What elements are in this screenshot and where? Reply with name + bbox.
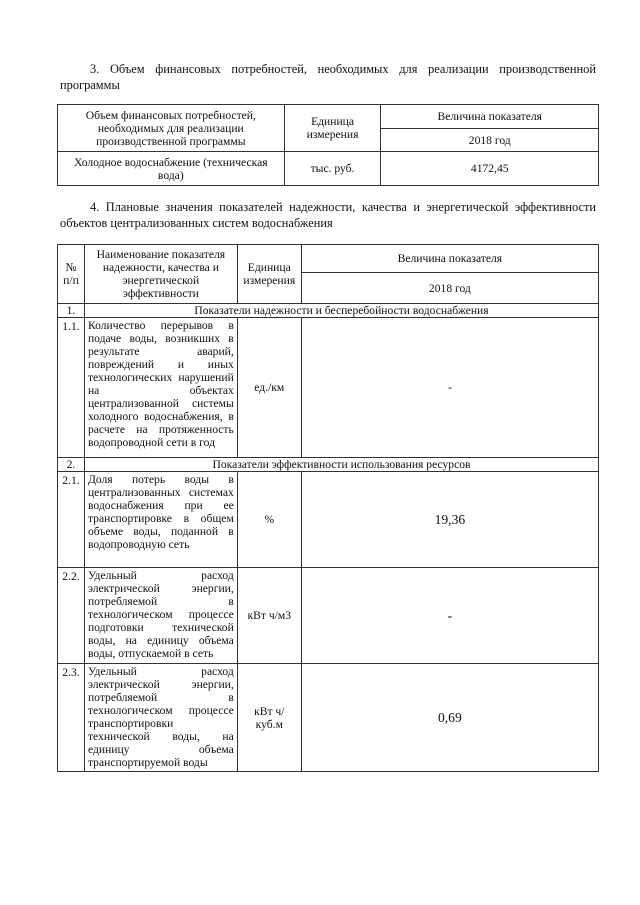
indicators-header-name: Наименование показателя надежности, качества и энергетической эффективности	[84, 245, 237, 304]
financial-table-row-name: Холодное водоснабжение (техническая вода)	[58, 152, 285, 186]
section-4-heading	[60, 200, 596, 231]
group-2-title: Показатели эффективности использования ресурсов	[84, 458, 598, 472]
financial-table-row-value: 4172,45	[381, 152, 599, 186]
table-row	[58, 318, 599, 458]
table-row	[58, 472, 599, 568]
row-2-1-value: 19,36	[301, 472, 598, 568]
row-2-2-name: Удельный расход электрической энергии, потребляемой в технологическом процессе подготовки технической воды, на единицу объема воды, отпускаемой в сеть	[84, 568, 237, 664]
row-2-3-num: 2.3.	[58, 664, 85, 772]
row-2-2-num: 2.2.	[58, 568, 85, 664]
indicators-header-value: Величина показателя	[301, 245, 598, 273]
financial-table-header-value: Величина показателя	[381, 105, 599, 129]
section-3-heading	[60, 62, 596, 93]
section-3-heading-text: 3. Объем финансовых потребностей, необходимых для реализации производственной программы	[60, 62, 596, 92]
group-row-2	[58, 458, 599, 472]
indicators-header-year: 2018 год	[301, 273, 598, 304]
group-1-title: Показатели надежности и бесперебойности водоснабжения	[84, 304, 598, 318]
financial-table-header-name: Объем финансовых потребностей, необходимых для реализации производственной программы	[58, 105, 285, 152]
group-2-num: 2.	[58, 458, 85, 472]
row-2-3-unit: кВт ч/куб.м	[237, 664, 301, 772]
row-2-1-name: Доля потерь воды в централизованных системах водоснабжения при ее транспортировке в общем объеме воды, поданной в водопроводную сеть	[84, 472, 237, 568]
group-1-num: 1.	[58, 304, 85, 318]
table-row	[58, 664, 599, 772]
group-row-1	[58, 304, 599, 318]
row-1-1-value: -	[301, 318, 598, 458]
row-2-2-value: -	[301, 568, 598, 664]
financial-needs-table	[57, 104, 599, 186]
row-1-1-num: 1.1.	[58, 318, 85, 458]
indicators-table	[57, 244, 599, 772]
row-2-2-unit: кВт ч/м3	[237, 568, 301, 664]
financial-table-row-unit: тыс. руб.	[284, 152, 381, 186]
row-2-3-value: 0,69	[301, 664, 598, 772]
indicators-header-num: № п/п	[58, 245, 85, 304]
row-2-3-name: Удельный расход электрической энергии, потребляемой в технологическом процессе транспортировки технической воды, на единицу объема транспортируемой воды	[84, 664, 237, 772]
financial-table-header-year: 2018 год	[381, 129, 599, 152]
row-1-1-unit: ед./км	[237, 318, 301, 458]
row-2-1-unit: %	[237, 472, 301, 568]
row-2-1-num: 2.1.	[58, 472, 85, 568]
section-4-heading-text: 4. Плановые значения показателей надежности, качества и энергетической эффективности объектов централизованных систем водоснабжения	[60, 200, 596, 230]
financial-table-header-unit: Единица измерения	[284, 105, 381, 152]
row-1-1-name: Количество перерывов в подаче воды, возникших в результате аварий, повреждений и иных технологических нарушений на объектах централизованной системы холодного водоснабжения, в расчете на протяженность водопроводной сети в год	[84, 318, 237, 458]
indicators-header-unit: Единица измерения	[237, 245, 301, 304]
table-row	[58, 568, 599, 664]
